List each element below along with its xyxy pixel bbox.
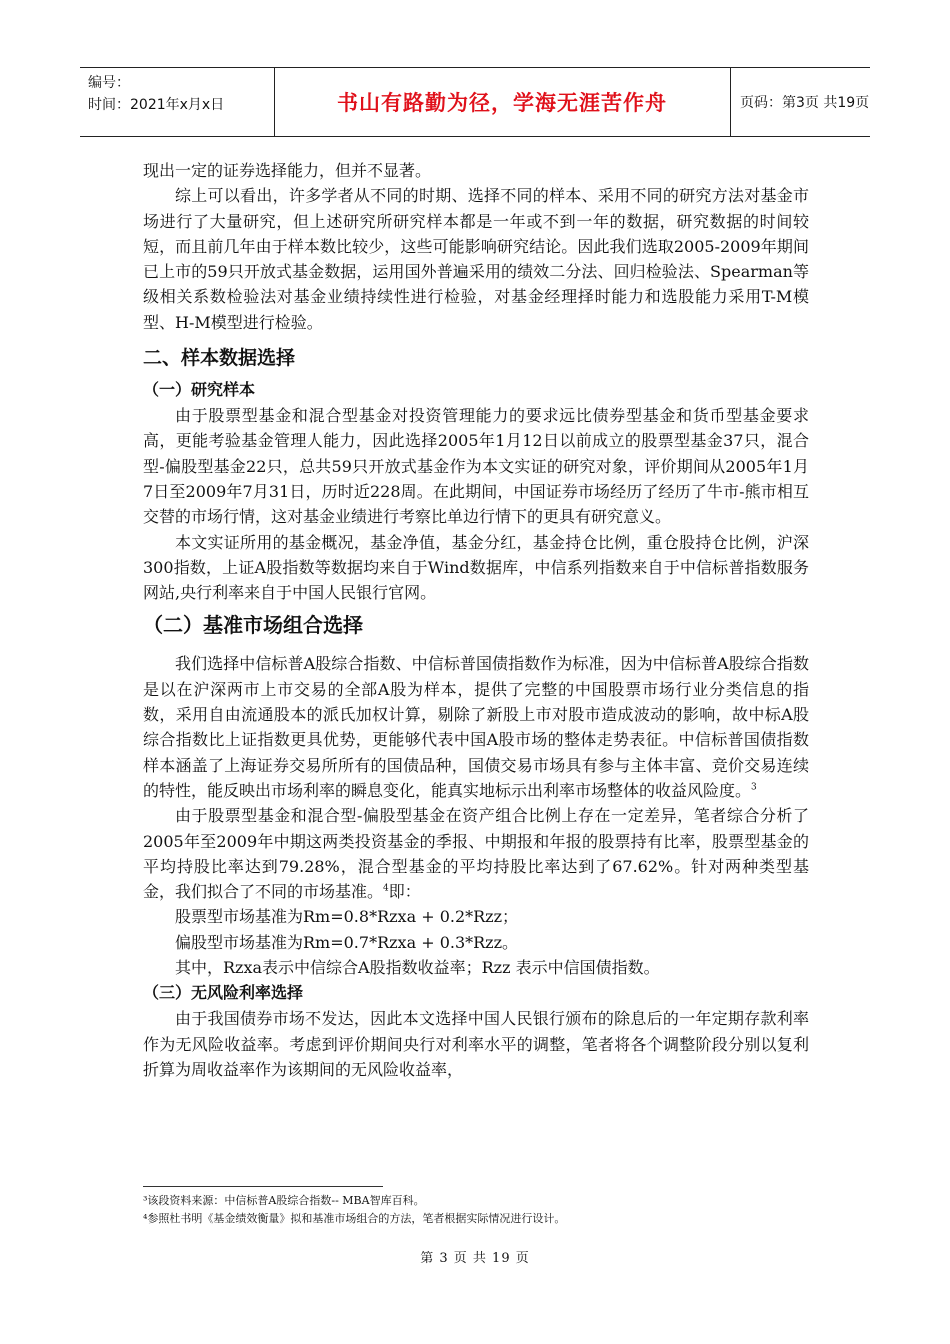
paragraph-text-tail: 即：: [388, 882, 421, 902]
footnote-ref: 3: [751, 782, 757, 793]
header-motto-cell: [274, 68, 731, 136]
paragraph: [143, 803, 809, 904]
header-date-label: 时间：2021年x月x日: [88, 97, 225, 113]
paragraph: 综上可以看出，许多学者从不同的时期、选择不同的样本、采用不同的研究方法对基金市场进行了大量研究，但上述研究所研究样本都是一年或不到一年的数据，研究数据的时间较短，而且前几年由于样本数比较少，这些可能影响研究结论。因此我们选取2005-2009年期间已上市的59只开放式基金数据，运用国外普遍采用的绩效二分法、回归检验法、Spearman等级相关系数检验法对基金业绩持续性进行检验，对基金经理择时能力和选股能力采用T-M模型、H-M模型进行检验。: [143, 186, 809, 332]
footnote-divider: [143, 1186, 383, 1187]
paragraph: 由于我国债券市场不发达，因此本文选择中国人民银行颁布的除息后的一年定期存款利率作为无风险收益率。考虑到评价期间央行对利率水平的调整，笔者将各个调整阶段分别以复利折算为周收益率作为该期间的无风险收益率，: [143, 1009, 809, 1079]
page-header: [80, 67, 870, 137]
formula-line: 偏股型市场基准为Rm=0.7*Rzxa + 0.3*Rzz。: [175, 932, 519, 952]
header-meta-cell: [80, 68, 275, 136]
header-number-label: 编号：: [88, 75, 130, 91]
header-page-info: 页码：第3页 共19页: [740, 95, 870, 111]
header-page-cell: [730, 68, 870, 136]
paragraph: 其中，Rzxa表示中信综合A股指数收益率；Rzz 表示中信国债指数。: [175, 958, 660, 978]
subsection-heading: （三）无风险利率选择: [143, 983, 304, 1003]
subsection-heading: （一）研究样本: [143, 380, 256, 400]
document-body: [143, 158, 809, 1082]
footnote-ref: 4: [383, 883, 389, 894]
subsection-heading: （二）基准市场组合选择: [143, 613, 363, 638]
footnotes: [143, 1192, 809, 1228]
formula-line: 股票型市场基准为Rm=0.8*Rzxa + 0.2*Rzz；: [175, 907, 519, 927]
paragraph: [143, 651, 809, 803]
header-motto: 书山有路勤为径，学海无涯苦作舟: [337, 91, 667, 115]
page-number: 第 3 页 共 19 页: [420, 1251, 530, 1266]
paragraph: 现出一定的证券选择能力，但并不显著。: [143, 161, 432, 180]
section-heading: 二、样本数据选择: [143, 347, 296, 370]
footnote: ³该段资料来源：中信标普A股综合指数-- MBA智库百科。: [143, 1194, 425, 1207]
paragraph: 由于股票型基金和混合型基金对投资管理能力的要求远比债券型基金和货币型基金要求高，更能考验基金管理人能力，因此选择2005年1月12日以前成立的股票型基金37只，混合型-偏股型基金22只，总共59只开放式基金作为本文实证的研究对象，评价期间从2005年1月7日至2009年7月31日，历时近228周。在此期间，中国证券市场经历了经历了牛市-熊市相互交替的市场行情，这对基金业绩进行考察比单边行情下的更具有研究意义。: [143, 406, 809, 527]
footnote: ⁴参照杜书明《基金绩效衡量》拟和基准市场组合的方法，笔者根据实际情况进行设计。: [143, 1212, 566, 1225]
paragraph-text: 由于股票型基金和混合型-偏股型基金在资产组合比例上存在一定差异，笔者综合分析了2005年至2009年中期这两类投资基金的季报、中期报和年报的股票持有比率，股票型基金的平均持股比率达到79.28%，混合型基金的平均持股比率达到了67.62%。针对两种类型基金，我们拟合了不同的市场基准。: [143, 806, 809, 902]
paragraph-text: 我们选择中信标普A股综合指数、中信标普国债指数作为标准，因为中信标普A股综合指数是以在沪深两市上市交易的全部A股为样本，提供了完整的中国股票市场行业分类信息的指数，采用自由流通股本的派氏加权计算，剔除了新股上市对股市造成波动的影响，故中标A股综合指数比上证指数更具优势，更能够代表中国A股市场的整体走势表征。中信标普国债指数样本涵盖了上海证券交易所所有的国债品种，国债交易市场具有参与主体丰富、竞价交易连续的特性，能反映出市场利率的瞬息变化，能真实地标示出利率市场整体的收益风险度。: [143, 654, 809, 800]
paragraph: 本文实证所用的基金概况，基金净值，基金分红，基金持仓比例，重仓股持仓比例，沪深300指数，上证A股指数等数据均来自于Wind数据库，中信系列指数来自于中信标普指数服务网站,央行利率来自于中国人民银行官网。: [143, 532, 809, 603]
